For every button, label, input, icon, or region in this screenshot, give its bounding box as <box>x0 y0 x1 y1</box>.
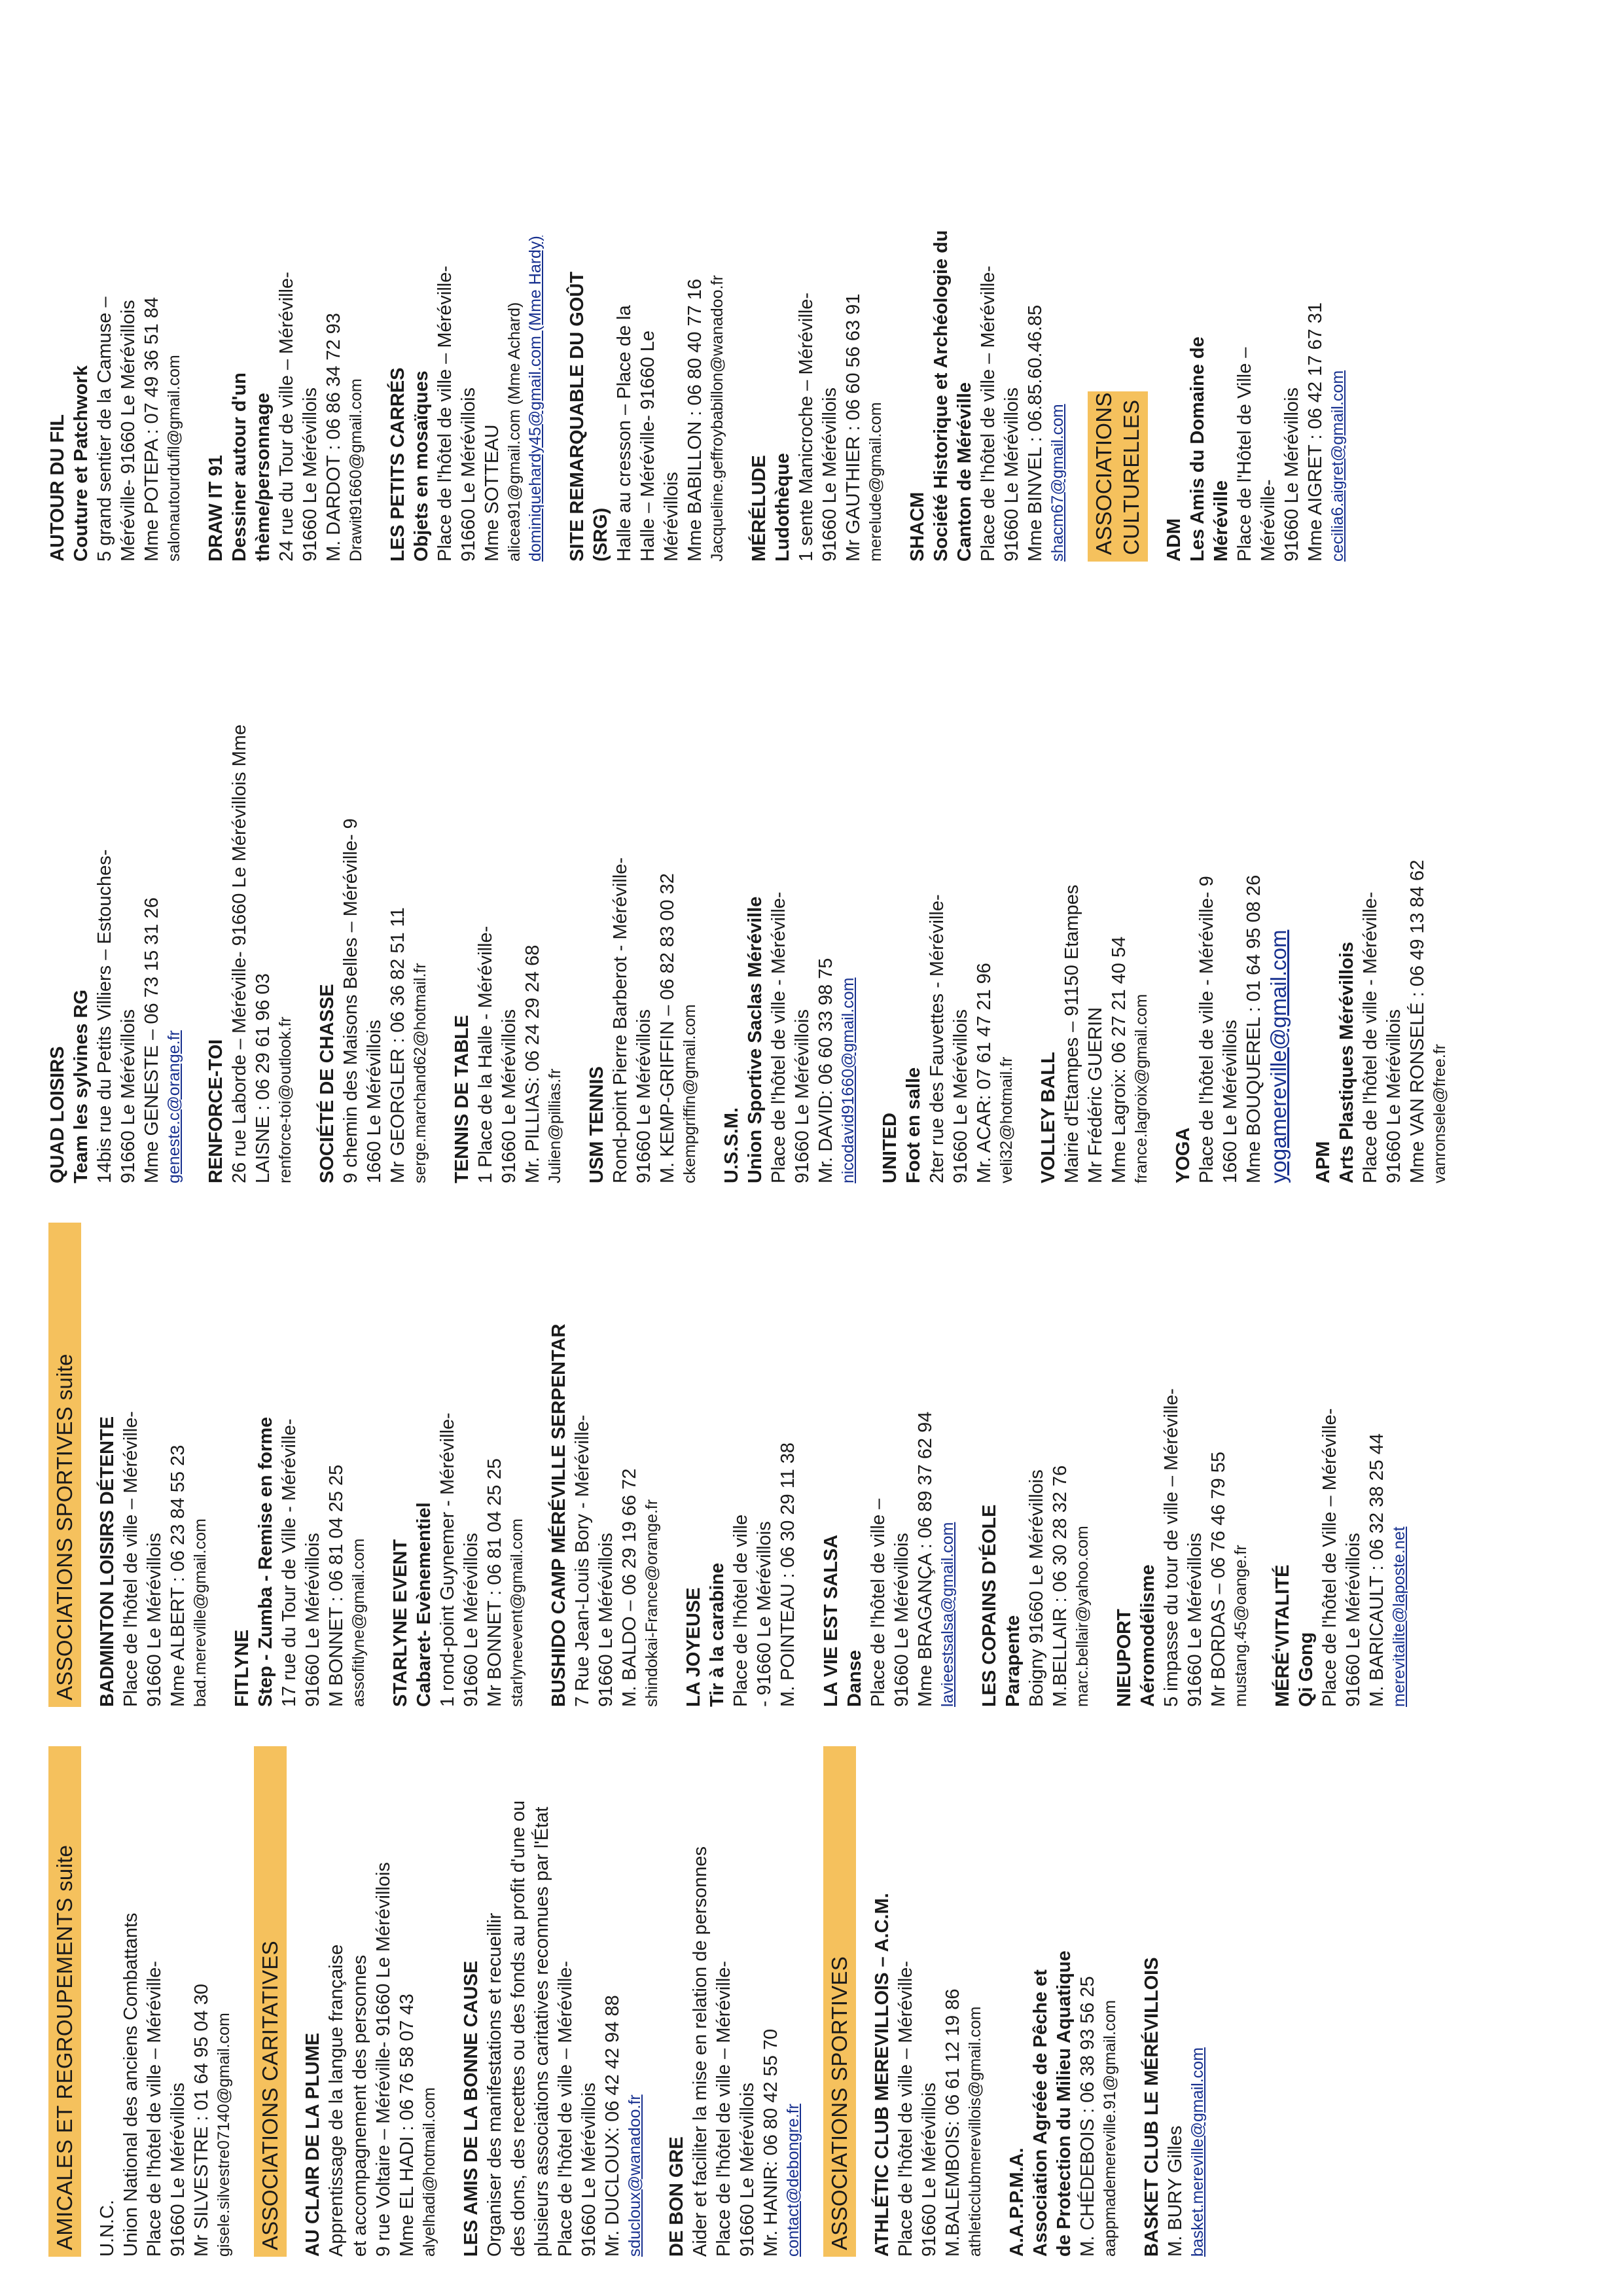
email-link[interactable]: yogamereville@gmail.com <box>1266 929 1291 1183</box>
email-link[interactable]: shindokai-France@orange.fr <box>643 1499 661 1707</box>
contact-phone: Mr BONNET : 06 81 04 25 25 <box>484 1458 505 1707</box>
email-link[interactable]: assofitlyne@gmail.com <box>349 1538 368 1707</box>
association-name: LES AMIS DE LA BONNE CAUSE <box>461 1960 482 2257</box>
association-entry-la-joyeuse <box>682 1223 800 1707</box>
association-name: ADM <box>1164 518 1185 562</box>
section-heading: ASSOCIATIONS SPORTIVES suite <box>48 1223 81 1707</box>
email-link[interactable]: cecilia6.aigret@gmail.com <box>1329 370 1347 562</box>
association-name: BUSHIDO CAMP MÉRÉVILLE SERPENTAR <box>548 1323 569 1707</box>
email-link[interactable]: Drawit91660@gmail.com <box>347 378 365 562</box>
entry-line: (SRG) <box>590 507 611 562</box>
contact-phone: Mme Lagroix: 06 27 21 40 54 <box>1109 936 1130 1183</box>
entry-line: 91660 Le Mérévillois <box>950 1009 971 1183</box>
contact-phone: Mme BRAGANÇA : 06 89 37 62 94 <box>915 1411 936 1707</box>
association-entry-shacm <box>906 45 1068 562</box>
entry-line: 1 rond-point Guynemer - Méréville- <box>437 1412 458 1707</box>
association-entry-athletic-club-merevillois-a-c-m <box>870 1746 986 2257</box>
section-heading: ASSOCIATIONS CARITATIVES <box>254 1746 287 2257</box>
entry-line: Danse <box>844 1649 865 1707</box>
entry-line: 91660 Le Mérévillois <box>1001 387 1022 562</box>
entry-line: Couture et Patchwork <box>71 365 92 562</box>
association-entry-au-clair-de-la-plume <box>301 1746 440 2257</box>
association-name: U.N.C. <box>97 2200 118 2257</box>
entry-line: 91660 Le Mérévillois <box>819 387 840 562</box>
association-entry-quad-loisirs <box>46 614 185 1183</box>
contact-phone: Mme ALBERT : 06 23 84 55 23 <box>168 1444 188 1707</box>
association-entry-yoga <box>1171 614 1292 1183</box>
email-link[interactable]: basket.mereville@gmail.com <box>1188 2047 1207 2257</box>
association-entry-les-petits-carres <box>386 45 546 562</box>
column-3 <box>46 614 1470 1183</box>
entry-line: Apprentissage de la langue française <box>326 1944 347 2257</box>
email-link[interactable]: alyelhadi@hotmail.com <box>420 2087 438 2257</box>
section-continued <box>46 614 1450 1183</box>
entry-line: thème/personnage <box>253 393 274 562</box>
entry-line: Tir à la carabine <box>707 1562 728 1707</box>
entry-line: 14bis rue du Petits Villiers – Estouches- <box>94 849 115 1183</box>
entry-line: Place de l'Hôtel de Ville – <box>1234 347 1255 562</box>
contact-phone: M.BELLAIR : 06 30 28 32 76 <box>1050 1465 1071 1707</box>
association-entry-site-remarquable-du-gout <box>565 45 728 562</box>
contact-phone: LAISNE : 06 29 61 96 03 <box>253 973 274 1183</box>
email-link[interactable]: gisele.silvestre07140@gmail.com <box>215 2013 233 2257</box>
association-name: MÉRÉ'VITALITÉ <box>1272 1564 1293 1707</box>
entry-line: Canton de Méréville <box>954 382 975 562</box>
entry-line: 9 rue Voltaire – Méréville- 91660 Le Mérévillois <box>373 1862 394 2257</box>
association-name: AU CLAIR DE LA PLUME <box>302 2032 323 2257</box>
association-entry-societe-de-chasse <box>315 614 431 1183</box>
association-entry-de-bon-gre <box>665 1746 804 2257</box>
entry-line: 1 Place de la Halle - Méréville- <box>475 925 496 1183</box>
email-link[interactable]: Julien@pillias.fr <box>546 1068 564 1183</box>
section-heading: AMICALES ET REGROUPEMENTS suite <box>48 1746 81 2257</box>
contact-phone: Mr. ACAR: 07 61 47 21 96 <box>974 963 995 1183</box>
entry-line: 26 rue Laborde – Méréville- 91660 Le Mérévillois Mme <box>229 724 250 1183</box>
entry-line: 91660 Le Mérévillois <box>737 2083 758 2257</box>
association-name: NIEUPORT <box>1114 1609 1135 1707</box>
contact-phone: Mme GENESTE – 06 73 15 31 26 <box>141 897 162 1183</box>
association-entry-draw-it-91 <box>204 45 366 562</box>
entry-line: 91660 Le Mérévillois <box>919 2083 940 2257</box>
association-entry-autour-du-fil <box>46 45 185 562</box>
section-heading: ASSOCIATIONS CULTURELLES <box>1088 391 1148 562</box>
entry-line: 24 rue du Tour de ville – Méréville- <box>276 272 297 562</box>
association-entry-united <box>878 614 1017 1183</box>
entry-line: M. BURY Gilles <box>1165 2125 1186 2257</box>
association-name: LES PETITS CARRÉS <box>387 367 408 562</box>
entry-line: Place de l'hôtel de ville – Méréville- <box>144 1960 165 2257</box>
email-link[interactable]: marc.bellair@yahoo.com <box>1073 1526 1092 1707</box>
entry-line: Halle au cresson – Place de la <box>614 305 635 562</box>
email-link[interactable]: vanronsele@free.fr <box>1431 1044 1449 1183</box>
section-associations-sportives-suite <box>48 1223 1410 1707</box>
email-link[interactable]: bad.mereville@gmail.com <box>191 1518 209 1707</box>
entry-line: Méréville- <box>1258 479 1279 562</box>
association-entry-bushido-camp-mereville-serpentar <box>547 1223 662 1707</box>
contact-phone: M. KEMP-GRIFFIN – 06 82 83 00 32 <box>657 873 678 1183</box>
contact-phone: Mme BOUQUEREL : 01 64 95 08 26 <box>1243 874 1264 1183</box>
association-name: AUTOUR DU FIL <box>47 414 68 562</box>
section-amicales-et-regroupements-suite <box>48 1746 234 2257</box>
entry-line: Ludothèque <box>772 453 793 562</box>
contact-phone: Mr SILVESTRE : 01 64 95 04 30 <box>191 1984 212 2257</box>
association-name: YOGA <box>1173 1127 1194 1183</box>
contact-phone: Mme BABILLON : 06 80 40 77 16 <box>685 278 705 562</box>
entry-line: 1 sente Manicroche – Méréville- <box>796 292 817 562</box>
association-name: VOLLEY BALL <box>1038 1052 1059 1183</box>
email-link[interactable]: mustang.45@oange.fr <box>1232 1545 1250 1707</box>
entry-line: Boigny 91660 Le Mérévillois <box>1026 1469 1047 1707</box>
entry-line: 91660 Le Mérévillois <box>1343 1533 1364 1707</box>
entry-line: 91660 Le Mérévillois <box>1185 1533 1205 1707</box>
entry-line: 91660 Le Mérévillois <box>144 1533 165 1707</box>
association-name: LA VIE EST SALSA <box>821 1534 842 1707</box>
entry-line: 7 Rue Jean-Louis Bory - Méréville- <box>572 1414 593 1707</box>
association-entry-starlyne-event <box>389 1223 527 1707</box>
association-entry-badminton-loisirs-detente <box>96 1223 211 1707</box>
entry-line: 91660 Le Mérévillois <box>461 1533 482 1707</box>
email-link[interactable]: nicodavid91660@gmail.com <box>839 977 857 1183</box>
association-entry-a-a-p-p-m-a <box>1005 1746 1120 2257</box>
association-entry-adm <box>1162 45 1348 562</box>
entry-line: 1660 Le Mérévillois <box>364 1020 385 1183</box>
contact-phone: Mme BINVEL : 06.85.60.46.85 <box>1025 304 1046 562</box>
entry-line: 91660 Le Mérévillois <box>596 1533 616 1707</box>
email-link[interactable]: lavieestsalsa@gmail.com <box>938 1522 957 1707</box>
entry-line: Mérévillois <box>661 472 682 562</box>
entry-line: Team les sylvines RG <box>71 989 92 1183</box>
column-4 <box>46 45 1368 562</box>
entry-line: Place de l'hôtel de ville – Méréville- <box>713 1960 734 2257</box>
association-entry-les-copains-d-eole <box>978 1223 1093 1707</box>
association-name: USM TENNIS <box>586 1066 607 1183</box>
entry-line: Rond-point Pierre Barberot - Méréville- <box>610 857 631 1183</box>
association-name: LA JOYEUSE <box>683 1587 704 1707</box>
entry-line: Place de l'hôtel de ville – Méréville- <box>555 1960 576 2257</box>
association-entry-mere-vitalite <box>1271 1223 1410 1707</box>
entry-line: Mme SOTTEAU <box>482 424 503 562</box>
entry-line: - 91660 Le Mérévillois <box>754 1521 775 1707</box>
association-name: UNITED <box>880 1113 901 1183</box>
entry-line: Place de l'hôtel de ville – Méréville- <box>978 265 999 562</box>
contact-phone: Mr GAUTHIER : 06 60 56 63 91 <box>843 293 864 562</box>
entry-line: 17 rue du Tour de Ville - Méréville- <box>279 1418 300 1707</box>
entry-line: Place de l'hôtel de ville - Méréville- <box>1360 891 1381 1183</box>
association-name: BASKET CLUB LE MÉRÉVILLOIS <box>1141 1957 1162 2257</box>
entry-line: Union Sportive Saclas Méréville <box>745 896 766 1183</box>
entry-line: Aéromodélisme <box>1137 1564 1158 1707</box>
association-name: APM <box>1313 1141 1334 1183</box>
entry-line: Méréville- 91660 Le Mérévillois <box>118 300 139 562</box>
entry-line: 91660 Le Mérévillois <box>168 2083 188 2257</box>
email-link[interactable]: geneste.c@orange.fr <box>165 1030 183 1183</box>
entry-line: 91660 Le Mérévillois <box>792 1009 813 1183</box>
section-continued <box>46 45 1068 562</box>
entry-line: Foot en salle <box>903 1067 924 1183</box>
entry-line: Step - Zumba - Remise en forme <box>255 1416 276 1707</box>
association-entry-u-s-s-m <box>720 614 859 1183</box>
entry-line: 91660 Le Mérévillois <box>118 1009 139 1183</box>
association-name: BADMINTON LOISIRS DÉTENTE <box>97 1416 118 1707</box>
association-entry-merelude <box>747 45 886 562</box>
email-link[interactable]: shacm67@gmail.com <box>1048 404 1067 562</box>
contact-phone: Mr. DUCLOUX: 06 42 42 94 88 <box>602 1995 623 2257</box>
column-2 <box>46 1223 1429 1707</box>
entry-line: Association Agréée de Pêche et <box>1030 1969 1051 2257</box>
association-name: DE BON GRE <box>666 2136 687 2257</box>
entry-line: 91660 Le Mérévillois <box>302 1533 323 1707</box>
entry-line: Les Amis du Domaine de <box>1187 336 1208 562</box>
contact-phone: Mme VAN RONSELÉ : 06 49 13 84 62 <box>1407 859 1428 1183</box>
entry-line: Parapente <box>1003 1615 1024 1707</box>
entry-line: Mr Frédéric GUERIN <box>1085 1007 1106 1183</box>
entry-line: Mairie d'Etampes – 91150 Etampes <box>1061 884 1082 1183</box>
entry-line: Arts Plastiques Mérévillois <box>1336 941 1357 1183</box>
association-name: SITE REMARQUABLE DU GOÛT <box>567 271 588 562</box>
association-name: ATHLÉTIC CLUB MEREVILLOIS – A.C.M. <box>872 1893 893 2257</box>
entry-line: Méréville <box>1211 480 1232 562</box>
entry-line: 91660 Le Mérévillois <box>1281 387 1302 562</box>
email-link[interactable]: serge.marchand62@hotmail.fr <box>411 963 429 1183</box>
contact-phone: Mme EL HADI : 06 76 58 07 43 <box>397 1994 418 2257</box>
contact-phone: Mr GEORGLER : 06 36 82 51 11 <box>387 907 408 1183</box>
entry-line: Place de l'hôtel de ville – Méréville- <box>435 265 455 562</box>
entry-line: Aider et faciliter la mise en relation de personnes <box>690 1846 711 2257</box>
entry-line: Halle – Méréville- 91660 Le <box>637 330 658 562</box>
email-link[interactable]: starlyneevent@gmail.com <box>508 1518 526 1707</box>
section-associations-caritatives <box>254 1746 804 2257</box>
contact-phone: Mr. HANIR: 06 80 42 55 70 <box>760 2028 781 2257</box>
entry-line: Place de l'hôtel de ville <box>730 1514 751 1707</box>
association-entry-renforce-toi <box>204 614 296 1183</box>
email-link[interactable]: Jacqueline.geffroybabillon@wanadoo.fr <box>708 275 726 562</box>
entry-line: 91660 Le Mérévillois <box>499 1009 520 1183</box>
email-link[interactable]: athleticclubmerevillois@gmail.com <box>966 2006 984 2257</box>
email-link[interactable]: renforce-toi@outlook.fr <box>276 1016 294 1183</box>
association-name: LES COPAINS D'ÉOLE <box>979 1504 1000 1707</box>
email-link[interactable]: salonautourdufil@gmail.com <box>165 355 183 562</box>
entry-line: Place de l'hôtel de ville - Méréville- <box>768 891 789 1183</box>
contact-phone: M. BARICAULT : 06 32 38 25 44 <box>1366 1433 1387 1707</box>
contact-phone: Mme POTEPA : 07 49 36 51 84 <box>141 296 162 562</box>
entry-line: Société Historique et Archéologie du <box>931 230 952 562</box>
association-name: RENFORCE-TOI <box>205 1039 226 1183</box>
entry-line: Place de l'hôtel de ville – Méréville- <box>120 1410 141 1707</box>
contact-phone: M. BALDO – 06 29 19 66 72 <box>619 1468 640 1707</box>
contact-phone: M. DARDOT : 06 86 34 72 93 <box>323 313 344 562</box>
association-name: U.S.S.M. <box>721 1107 742 1183</box>
entry-line: 2ter rue des Fauvettes - Méréville- <box>927 894 948 1183</box>
association-name: A.A.P.P.M.A. <box>1007 2147 1027 2257</box>
email-link[interactable]: alicea91@gmail.com (Mme Achard) <box>505 302 524 562</box>
entry-line: Cabaret- Evènementiel <box>414 1502 435 1707</box>
email-link[interactable]: aappmademereville.91@gmail.com <box>1101 2000 1119 2257</box>
association-name: QUAD LOISIRS <box>47 1046 68 1183</box>
association-entry-les-amis-de-la-bonne-cause <box>459 1746 645 2257</box>
association-name: TENNIS DE TABLE <box>452 1014 473 1183</box>
association-name: FITLYNE <box>232 1629 253 1707</box>
email-link[interactable]: merevitalite@laposte.net <box>1390 1526 1408 1707</box>
entry-line: 91660 Le Mérévillois <box>891 1533 912 1707</box>
entry-line: Place de l'hôtel de ville - Méréville- 9 <box>1196 876 1217 1183</box>
contact-phone: Mr. PILLIAS: 06 24 29 24 68 <box>522 944 543 1183</box>
section-associations-sportives <box>823 1746 1208 2257</box>
email-link[interactable]: contact@debongre.fr <box>784 2104 802 2257</box>
entry-line: 91660 Le Mérévillois <box>1383 1009 1404 1183</box>
association-entry-tennis-de-table <box>450 614 565 1183</box>
association-entry-fitlyne <box>230 1223 369 1707</box>
email-link[interactable]: ckempgriffin@gmail.com <box>681 1004 699 1183</box>
entry-line: Place de l'hôtel de ville – Méréville- <box>895 1960 916 2257</box>
association-name: MÉRÉLUDE <box>749 455 770 562</box>
entry-line: 9 chemin des Maisons Belles – Méréville- 9 <box>340 818 361 1183</box>
entry-line: 5 impasse du tour de ville – Méréville- <box>1161 1388 1182 1707</box>
entry-line: 91660 Le Mérévillois <box>633 1009 654 1183</box>
association-entry-u-n-c <box>96 1746 234 2257</box>
email-link[interactable]: france.lagroix@gmail.com <box>1132 994 1150 1183</box>
contact-phone: Mr. DAVID: 06 60 33 98 75 <box>815 958 836 1183</box>
section-heading: ASSOCIATIONS SPORTIVES <box>823 1746 856 2257</box>
contact-phone: M. POINTEAU : 06 30 29 11 38 <box>777 1442 798 1707</box>
contact-phone: Mr BORDAS – 06 76 46 79 55 <box>1208 1451 1229 1707</box>
contact-phone: M.BALEMBOIS: 06 61 12 19 86 <box>942 1988 963 2257</box>
association-entry-apm <box>1311 614 1450 1183</box>
association-entry-la-vie-est-salsa <box>819 1223 958 1707</box>
entry-line: plusieurs associations caritatives reconnues par l'État <box>531 1806 552 2257</box>
entry-line: de Protection du Milieu Aquatique <box>1054 1950 1075 2257</box>
entry-line: Objets en mosaïques <box>411 370 432 562</box>
association-name: DRAW IT 91 <box>205 455 226 562</box>
entry-line: Qi Gong <box>1296 1632 1317 1707</box>
entry-line: des dons, des recettes ou des fonds au profit d'une ou <box>508 1800 529 2257</box>
entry-line: 91660 Le Mérévillois <box>579 2083 599 2257</box>
entry-line: Union National des anciens Combattants <box>120 1912 141 2257</box>
email-link[interactable]: dominiquehardy45@gmail.com (Mme Hardy) <box>526 236 544 562</box>
email-link[interactable]: veli32@hotmail.fr <box>997 1056 1016 1183</box>
association-entry-nieuport <box>1113 1223 1251 1707</box>
entry-line: et accompagnement des personnes <box>349 1954 370 2257</box>
entry-line: 5 grand sentier de la Camuse – <box>94 296 115 562</box>
email-link[interactable]: merelude@gmail.com <box>866 402 885 562</box>
entry-line: Organiser des manifestations et recueillir <box>484 1912 505 2257</box>
email-link[interactable]: sducloux@wanadoo.fr <box>626 2094 644 2257</box>
association-entry-usm-tennis <box>585 614 700 1183</box>
column-1 <box>46 1746 1228 2257</box>
entry-line: Place de l'hôtel de Ville – Méréville- <box>1319 1408 1340 1707</box>
contact-phone: M. CHÉDEBOIS : 06 38 93 56 25 <box>1077 1976 1098 2257</box>
association-entry-volley-ball <box>1037 614 1152 1183</box>
entry-line: 91660 Le Mérévillois <box>458 387 479 562</box>
contact-phone: Mme AIGRET : 06 42 17 67 31 <box>1305 302 1326 562</box>
association-name: SHACM <box>907 492 928 562</box>
entry-line: 1660 Le Mérévillois <box>1220 1020 1241 1183</box>
association-name: STARLYNE EVENT <box>390 1539 411 1707</box>
section-associations-culturelles <box>1088 45 1348 562</box>
entry-line: 91660 Le Mérévillois <box>300 387 321 562</box>
contact-phone: M BONNET : 06 81 04 25 25 <box>326 1464 347 1707</box>
association-name: SOCIÉTÉ DE CHASSE <box>317 984 338 1183</box>
entry-line: Dessiner autour d'un <box>229 372 250 562</box>
entry-line: Place de l'hôtel de ville – <box>868 1498 889 1707</box>
association-entry-basket-club-le-merevillois <box>1140 1746 1208 2257</box>
